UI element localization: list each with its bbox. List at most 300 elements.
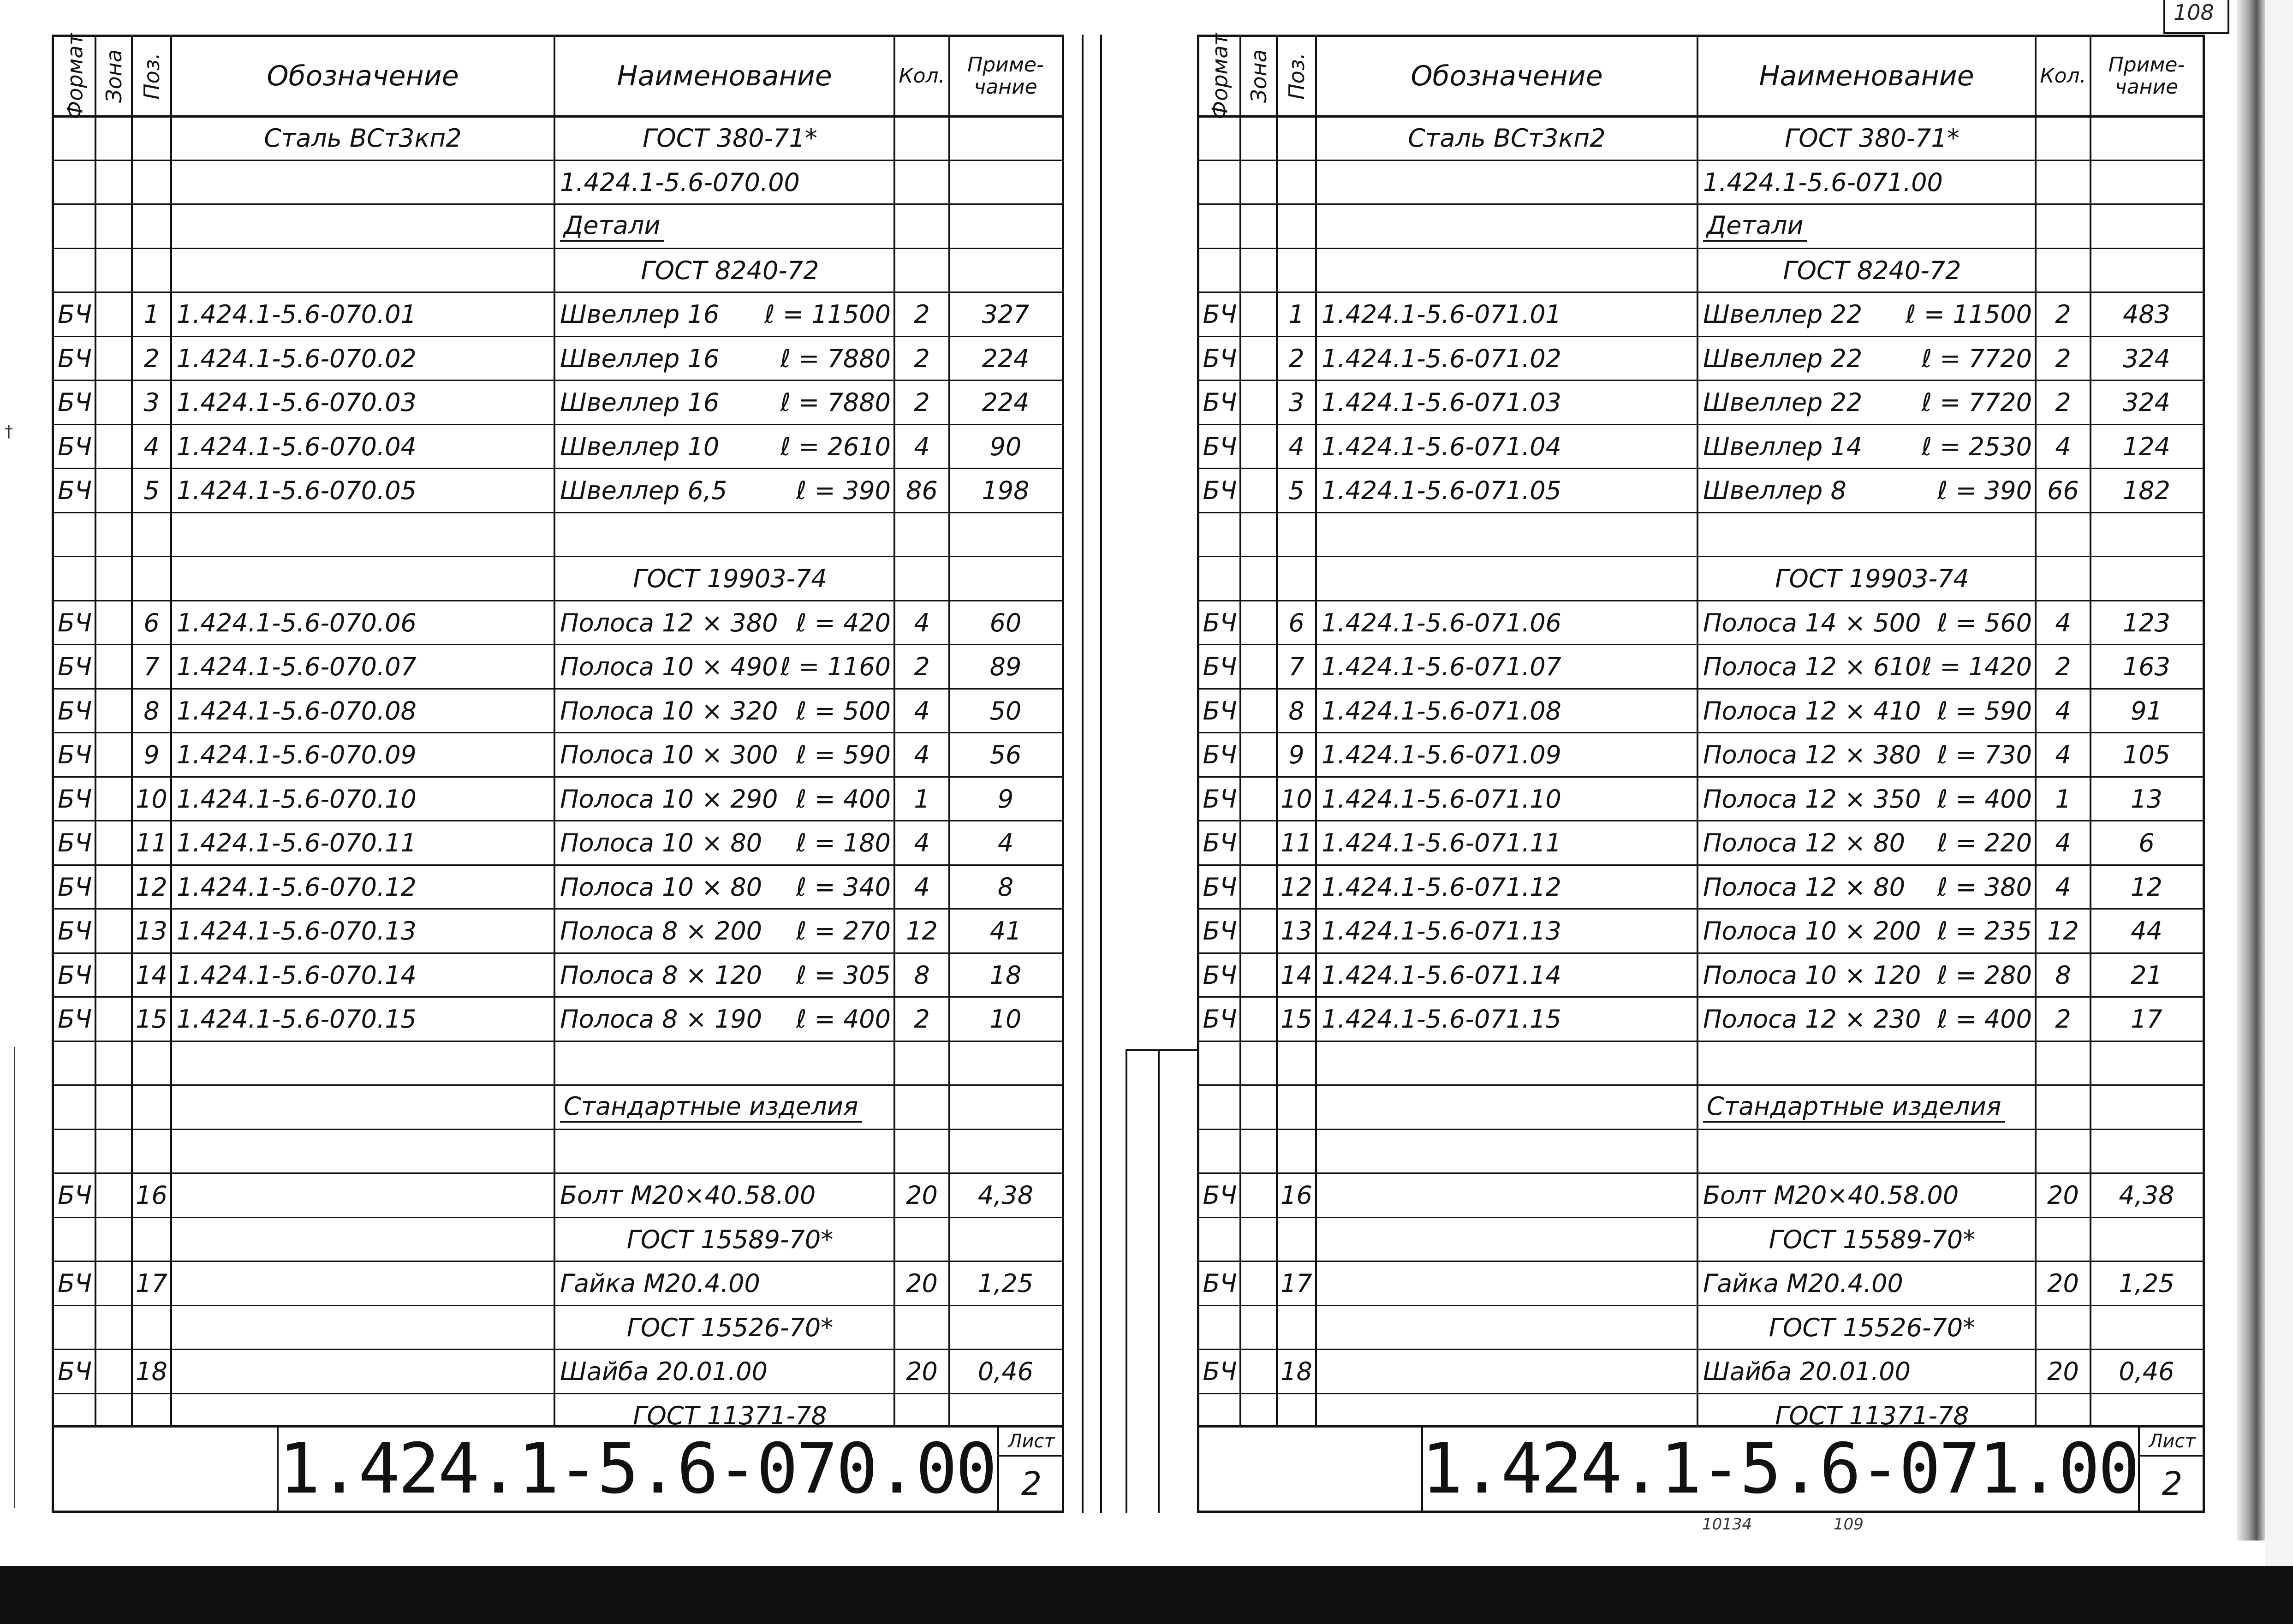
spec-cell-z	[95, 116, 132, 160]
header-note-line2: чание	[974, 75, 1037, 99]
spec-cell-r	[949, 1306, 1062, 1350]
spec-cell-f	[1199, 1306, 1240, 1350]
spec-cell-z	[1240, 909, 1277, 953]
sheet-label: Лист	[999, 1428, 1064, 1457]
section-heading: Стандартные изделия	[560, 1092, 862, 1123]
item-length: ℓ = 220	[1937, 828, 2032, 857]
spec-cell-p: 10	[1281, 784, 1312, 814]
spec-cell-z	[1240, 292, 1277, 336]
spec-cell-z	[95, 425, 132, 469]
spec-cell-r: 182	[2122, 476, 2171, 505]
spec-cell-d: 1.424.1-5.6-070.01	[177, 300, 417, 329]
spec-cell-f	[54, 1041, 95, 1085]
spec-cell-n	[554, 689, 900, 733]
spec-cell-q: 8	[914, 960, 930, 990]
spec-cell-z	[1240, 469, 1277, 512]
header-format-label: Формат	[1207, 33, 1233, 119]
header-format	[54, 33, 95, 119]
spec-cell-q	[894, 1306, 949, 1350]
spec-cell-r: 0,46	[2119, 1357, 2174, 1386]
header-format	[1199, 33, 1240, 119]
spec-cell-r: 8	[997, 872, 1014, 902]
spec-cell-d: 1.424.1-5.6-071.03	[1322, 388, 1561, 417]
spec-cell-q	[2036, 249, 2091, 292]
spec-cell-z	[1240, 601, 1277, 645]
spec-cell-z	[1240, 1218, 1277, 1261]
item-length: ℓ = 7720	[1921, 388, 2032, 417]
spec-cell-q	[2036, 116, 2091, 160]
spec-cell-q: 20	[2047, 1269, 2079, 1298]
spec-cell-p: 1	[143, 300, 160, 329]
item-length: ℓ = 420	[796, 608, 891, 637]
spec-cell-f: БЧ	[57, 432, 92, 461]
spec-cell-r: 10	[989, 1005, 1022, 1034]
spec-cell-f	[54, 1085, 95, 1129]
header-quantity	[894, 37, 949, 115]
item-name: Полоса 12 × 610	[1703, 652, 1921, 681]
spec-cell-z	[95, 161, 132, 204]
spec-cell-p: 10	[136, 784, 167, 814]
spec-cell-p	[1277, 513, 1316, 557]
spec-cell-f: БЧ	[1203, 1181, 1237, 1210]
spec-cell-f	[54, 1130, 95, 1173]
header-designation	[171, 37, 554, 115]
spec-cell-z	[95, 1261, 132, 1305]
item-name: ГОСТ 8240-72	[1783, 256, 1961, 285]
header-designation-label: Обозначение	[267, 60, 459, 92]
spec-cell-p: 6	[1288, 608, 1304, 637]
spec-cell-q: 66	[2047, 476, 2079, 505]
spec-cell-p: 7	[1288, 652, 1304, 681]
spec-cell-n	[1697, 557, 2041, 601]
spec-cell-n	[554, 1261, 900, 1305]
item-name: Швеллер 22	[1703, 344, 1863, 373]
spec-cell-q: 1	[914, 784, 930, 814]
header-position	[1277, 37, 1316, 115]
spec-cell-p	[1277, 1306, 1316, 1350]
spec-cell-n	[1697, 645, 2041, 689]
spec-cell-z	[95, 204, 132, 248]
item-name: Полоса 12 × 380	[1703, 740, 1921, 769]
spec-cell-q: 2	[2055, 1005, 2071, 1034]
spec-cell-f	[54, 513, 95, 557]
item-length: ℓ = 280	[1937, 960, 2032, 990]
bottom-note-left: 10134	[1702, 1515, 1752, 1534]
spec-cell-z	[95, 1218, 132, 1261]
item-name: ГОСТ 380-71*	[1785, 124, 1959, 153]
spec-cell-p: 12	[1281, 872, 1312, 902]
spec-cell-z	[1240, 425, 1277, 469]
header-note-label	[2108, 54, 2185, 99]
spec-cell-d: 1.424.1-5.6-071.09	[1322, 740, 1561, 769]
spec-cell-r	[2091, 204, 2203, 248]
spec-cell-d	[171, 249, 560, 292]
spec-cell-n	[1697, 292, 2041, 336]
spec-cell-f	[54, 249, 95, 292]
spec-cell-n	[554, 1218, 900, 1261]
spec-cell-r: 4,38	[2119, 1181, 2174, 1210]
spec-cell-p	[1277, 1218, 1316, 1261]
spec-cell-p: 15	[136, 1005, 167, 1034]
spec-cell-d	[171, 1130, 560, 1173]
middle-frame-line-2	[1100, 35, 1102, 1513]
item-name: ГОСТ 15589-70*	[626, 1225, 834, 1254]
scan-margin	[2265, 0, 2293, 1566]
spec-cell-z	[1240, 1041, 1277, 1085]
spec-cell-z	[1240, 513, 1277, 557]
item-name: Полоса 10 × 80	[560, 872, 762, 902]
spec-cell-p	[1277, 161, 1316, 204]
spec-cell-z	[1240, 1130, 1277, 1173]
spec-cell-r: 224	[982, 388, 1030, 417]
spec-cell-q: 4	[2055, 740, 2071, 769]
item-name: Полоса 12 × 80	[1703, 828, 1906, 857]
item-name: Швеллер 8	[1703, 476, 1846, 505]
spec-cell-z	[95, 1306, 132, 1350]
spec-cell-n	[1697, 337, 2041, 381]
spec-cell-q	[2036, 1218, 2091, 1261]
spec-cell-z	[1240, 381, 1277, 424]
spec-cell-r	[2091, 1306, 2203, 1350]
spec-cell-r: 56	[989, 740, 1022, 769]
item-length: ℓ = 400	[1937, 784, 2032, 814]
spec-cell-f: БЧ	[57, 344, 92, 373]
spec-cell-d: Сталь ВСт3кп2	[1408, 124, 1606, 153]
spec-cell-z	[95, 292, 132, 336]
spec-cell-f: БЧ	[1203, 740, 1237, 769]
spec-cell-q: 4	[2055, 828, 2071, 857]
spec-cell-n	[554, 777, 900, 821]
spec-cell-d: 1.424.1-5.6-070.08	[177, 696, 417, 726]
item-name: Гайка М20.4.00	[560, 1269, 760, 1298]
spec-cell-p: 5	[143, 476, 160, 505]
spec-cell-p	[1277, 204, 1316, 248]
header-position	[132, 37, 171, 115]
spec-cell-p: 13	[136, 916, 167, 946]
spec-cell-f	[1199, 161, 1240, 204]
spec-cell-f: БЧ	[1203, 872, 1237, 902]
spec-cell-r: 105	[2122, 740, 2171, 769]
spec-cell-p: 12	[136, 872, 167, 902]
spec-cell-p: 8	[1288, 696, 1304, 726]
spec-cell-r	[949, 1041, 1062, 1085]
header-zone-label: Зона	[1246, 49, 1271, 103]
spec-cell-r	[2091, 513, 2203, 557]
spec-cell-q	[894, 204, 949, 248]
spec-cell-f: БЧ	[57, 696, 92, 726]
item-name: Полоса 8 × 120	[560, 960, 762, 990]
item-length: ℓ = 7880	[780, 344, 891, 373]
spec-cell-p: 16	[136, 1181, 167, 1210]
spec-cell-q: 4	[2055, 608, 2071, 637]
spec-cell-f	[1199, 513, 1240, 557]
header-note-label	[967, 54, 1044, 99]
item-length: ℓ = 270	[796, 916, 891, 946]
spec-cell-f	[54, 116, 95, 160]
spec-cell-f	[1199, 1130, 1240, 1173]
spec-cell-n	[554, 557, 900, 601]
spec-cell-r: 89	[989, 652, 1022, 681]
item-name: Швеллер 10	[560, 432, 720, 461]
spec-cell-q: 2	[914, 1005, 930, 1034]
header-note	[2091, 37, 2203, 115]
spec-cell-z	[95, 513, 132, 557]
header-note-line1: Приме-	[967, 53, 1044, 77]
spec-cell-r	[2091, 249, 2203, 292]
item-name: ГОСТ 15589-70*	[1769, 1225, 1976, 1254]
spec-cell-n	[1697, 953, 2041, 997]
header-format-label: Формат	[62, 33, 88, 119]
item-name: Полоса 10 × 80	[560, 828, 762, 857]
spec-cell-d	[171, 557, 560, 601]
spec-cell-r: 483	[2122, 300, 2171, 329]
spec-cell-r: 124	[2122, 432, 2171, 461]
spec-cell-n	[554, 1173, 900, 1217]
spec-cell-n	[1697, 733, 2041, 777]
spec-cell-f: БЧ	[1203, 784, 1237, 814]
item-name: Полоса 10 × 290	[560, 784, 778, 814]
spec-cell-p: 17	[136, 1269, 167, 1298]
item-length: ℓ = 2610	[780, 432, 891, 461]
spec-cell-q: 4	[914, 696, 930, 726]
spec-cell-n	[1697, 1130, 2041, 1173]
title-block	[1199, 1425, 2203, 1511]
spec-cell-r: 4,38	[977, 1181, 1034, 1210]
middle-frame-line	[1082, 35, 1084, 1513]
spec-cell-n	[1697, 513, 2041, 557]
spec-cell-d	[1316, 1350, 1703, 1393]
spec-cell-z	[95, 909, 132, 953]
item-name: Полоса 10 × 320	[560, 696, 778, 726]
spec-cell-d: 1.424.1-5.6-070.15	[177, 1005, 417, 1034]
item-name: ГОСТ 15526-70*	[1769, 1313, 1976, 1342]
spec-cell-r: 91	[2131, 696, 2162, 726]
item-name: Полоса 10 × 490	[560, 652, 778, 681]
spec-cell-f: БЧ	[57, 1181, 92, 1210]
spec-cell-q: 12	[906, 916, 938, 946]
spec-cell-z	[95, 865, 132, 909]
title-block	[54, 1425, 1062, 1511]
spec-cell-d	[1316, 557, 1703, 601]
spec-cell-d	[1316, 161, 1703, 204]
spec-cell-q: 20	[906, 1269, 938, 1298]
header-quantity	[2036, 37, 2091, 115]
spec-cell-z	[1240, 865, 1277, 909]
spec-cell-f	[54, 204, 95, 248]
spec-cell-n	[1697, 116, 2041, 160]
item-length: ℓ = 11500	[764, 300, 891, 329]
spec-cell-n	[1697, 601, 2041, 645]
spec-cell-z	[1240, 689, 1277, 733]
spec-cell-q	[894, 557, 949, 601]
spec-cell-d: 1.424.1-5.6-070.04	[177, 432, 417, 461]
spec-cell-f: БЧ	[57, 300, 92, 329]
item-length: ℓ = 235	[1937, 916, 2032, 946]
spec-cell-z	[1240, 777, 1277, 821]
spec-cell-q	[894, 1218, 949, 1261]
spec-cell-f: БЧ	[57, 388, 92, 417]
spec-cell-d	[171, 1085, 560, 1129]
spec-cell-z	[95, 249, 132, 292]
item-name: Полоса 12 × 230	[1703, 1005, 1921, 1034]
spec-cell-d: 1.424.1-5.6-071.06	[1322, 608, 1561, 637]
spec-cell-r	[949, 1130, 1062, 1173]
spec-cell-d: 1.424.1-5.6-071.13	[1322, 916, 1561, 946]
spec-cell-n	[1697, 777, 2041, 821]
spec-cell-r: 327	[982, 300, 1030, 329]
spec-cell-z	[1240, 337, 1277, 381]
spec-cell-p: 6	[143, 608, 160, 637]
middle-frame-line-3	[1126, 1049, 1127, 1513]
spec-cell-f: БЧ	[1203, 916, 1237, 946]
spec-cell-f: БЧ	[1203, 960, 1237, 990]
spec-cell-p: 4	[143, 432, 160, 461]
spec-cell-z	[95, 337, 132, 381]
item-name: ГОСТ 19903-74	[633, 564, 827, 593]
spec-cell-r	[2091, 557, 2203, 601]
spec-cell-d	[1316, 1085, 1703, 1129]
spec-cell-p	[132, 1041, 171, 1085]
spec-cell-z	[95, 557, 132, 601]
spec-cell-n	[1697, 425, 2041, 469]
spec-cell-n	[554, 865, 900, 909]
document-code: 1.424.1-5.6-070.00	[279, 1429, 995, 1509]
spec-cell-n	[554, 1085, 900, 1129]
spec-cell-d: 1.424.1-5.6-070.10	[177, 784, 417, 814]
spec-cell-z	[95, 1130, 132, 1173]
spec-cell-d	[171, 204, 560, 248]
spec-cell-d: 1.424.1-5.6-071.15	[1322, 1005, 1561, 1034]
spec-cell-q: 20	[906, 1357, 938, 1386]
spec-cell-z	[95, 601, 132, 645]
spec-cell-n	[1697, 909, 2041, 953]
spec-cell-d	[171, 1350, 560, 1393]
spec-cell-r: 60	[989, 608, 1022, 637]
item-length: ℓ = 305	[796, 960, 891, 990]
spec-cell-n	[1697, 161, 2041, 204]
spec-cell-q	[2036, 204, 2091, 248]
item-length: ℓ = 1420	[1921, 652, 2032, 681]
item-length: ℓ = 400	[796, 784, 891, 814]
spec-cell-f	[54, 1306, 95, 1350]
spec-cell-f: БЧ	[57, 916, 92, 946]
spec-cell-p	[132, 513, 171, 557]
item-name: Швеллер 22	[1703, 388, 1863, 417]
spec-cell-f: БЧ	[1203, 828, 1237, 857]
item-length: ℓ = 2530	[1921, 432, 2032, 461]
spec-cell-r	[949, 161, 1062, 204]
spec-cell-z	[95, 469, 132, 512]
spec-cell-f: БЧ	[57, 828, 92, 857]
spec-cell-d	[171, 161, 560, 204]
spec-cell-z	[95, 381, 132, 424]
spec-cell-q: 4	[914, 828, 930, 857]
spec-cell-q: 4	[2055, 696, 2071, 726]
spec-cell-f	[1199, 557, 1240, 601]
spec-cell-p: 2	[143, 344, 160, 373]
spec-cell-q	[894, 161, 949, 204]
spec-cell-n	[1697, 1218, 2041, 1261]
spec-cell-f: БЧ	[1203, 476, 1237, 505]
spec-cell-p	[132, 1218, 171, 1261]
item-length: ℓ = 400	[796, 1005, 891, 1034]
spec-cell-z	[95, 777, 132, 821]
spec-cell-d: 1.424.1-5.6-070.13	[177, 916, 417, 946]
spec-cell-d: 1.424.1-5.6-070.02	[177, 344, 417, 373]
spec-cell-n	[1697, 1173, 2041, 1217]
item-length: ℓ = 11500	[1906, 300, 2032, 329]
spec-cell-n	[1697, 1041, 2041, 1085]
spec-cell-z	[95, 821, 132, 865]
item-length: ℓ = 390	[1937, 476, 2032, 505]
spec-cell-f: БЧ	[1203, 696, 1237, 726]
spec-cell-z	[95, 1350, 132, 1393]
spec-cell-p	[132, 557, 171, 601]
spec-cell-f: БЧ	[57, 1005, 92, 1034]
document-code: 1.424.1-5.6-071.00	[1421, 1429, 2138, 1509]
spec-cell-p: 14	[136, 960, 167, 990]
item-length: ℓ = 400	[1937, 1005, 2032, 1034]
spec-cell-d	[1316, 1173, 1703, 1217]
spec-cell-r: 123	[2122, 608, 2171, 637]
spec-cell-f	[54, 161, 95, 204]
spec-cell-r	[2091, 1085, 2203, 1129]
spec-cell-r: 0,46	[977, 1357, 1034, 1386]
spec-cell-f	[54, 1218, 95, 1261]
bottom-note-right: 109	[1834, 1515, 1864, 1534]
spec-cell-n	[554, 116, 900, 160]
item-name: Швеллер 6,5	[560, 476, 727, 505]
spec-cell-q: 4	[2055, 432, 2071, 461]
binding-strip	[0, 1047, 15, 1508]
spec-cell-q: 20	[2047, 1357, 2079, 1386]
item-name: ГОСТ 19903-74	[1775, 564, 1969, 593]
spec-cell-p: 4	[1288, 432, 1304, 461]
spec-cell-z	[95, 645, 132, 689]
spec-cell-r: 1,25	[2119, 1269, 2174, 1298]
spec-cell-p	[1277, 1041, 1316, 1085]
sheet-number-box	[997, 1428, 1064, 1511]
spec-cell-q: 2	[914, 652, 930, 681]
spec-cell-f: БЧ	[57, 872, 92, 902]
spec-cell-p: 8	[143, 696, 160, 726]
spec-cell-p: 14	[1281, 960, 1312, 990]
spec-cell-r	[949, 1218, 1062, 1261]
spec-cell-d	[1316, 1306, 1703, 1350]
header-quantity-label: Кол.	[899, 64, 945, 88]
spec-cell-p: 7	[143, 652, 160, 681]
header-note-line1: Приме-	[2108, 53, 2185, 77]
spec-cell-q: 2	[2055, 344, 2071, 373]
spec-cell-r	[949, 116, 1062, 160]
item-name: Полоса 12 × 350	[1703, 784, 1921, 814]
item-length: ℓ = 340	[796, 872, 891, 902]
scan-edge-shadow	[2237, 0, 2265, 1541]
spec-cell-f: БЧ	[1203, 1269, 1237, 1298]
spec-cell-d: 1.424.1-5.6-070.12	[177, 872, 417, 902]
spec-cell-q	[894, 1085, 949, 1129]
spec-cell-r	[2091, 1130, 2203, 1173]
spec-cell-f	[1199, 1085, 1240, 1129]
spec-cell-n	[554, 337, 900, 381]
spec-cell-z	[1240, 1261, 1277, 1305]
spec-cell-d: 1.424.1-5.6-070.03	[177, 388, 417, 417]
spec-cell-q: 1	[2055, 784, 2071, 814]
spec-cell-d: Сталь ВСт3кп2	[264, 124, 462, 153]
item-name: Полоса 12 × 80	[1703, 872, 1906, 902]
header-name	[1697, 37, 2036, 115]
header-zone-label: Зона	[101, 49, 126, 103]
